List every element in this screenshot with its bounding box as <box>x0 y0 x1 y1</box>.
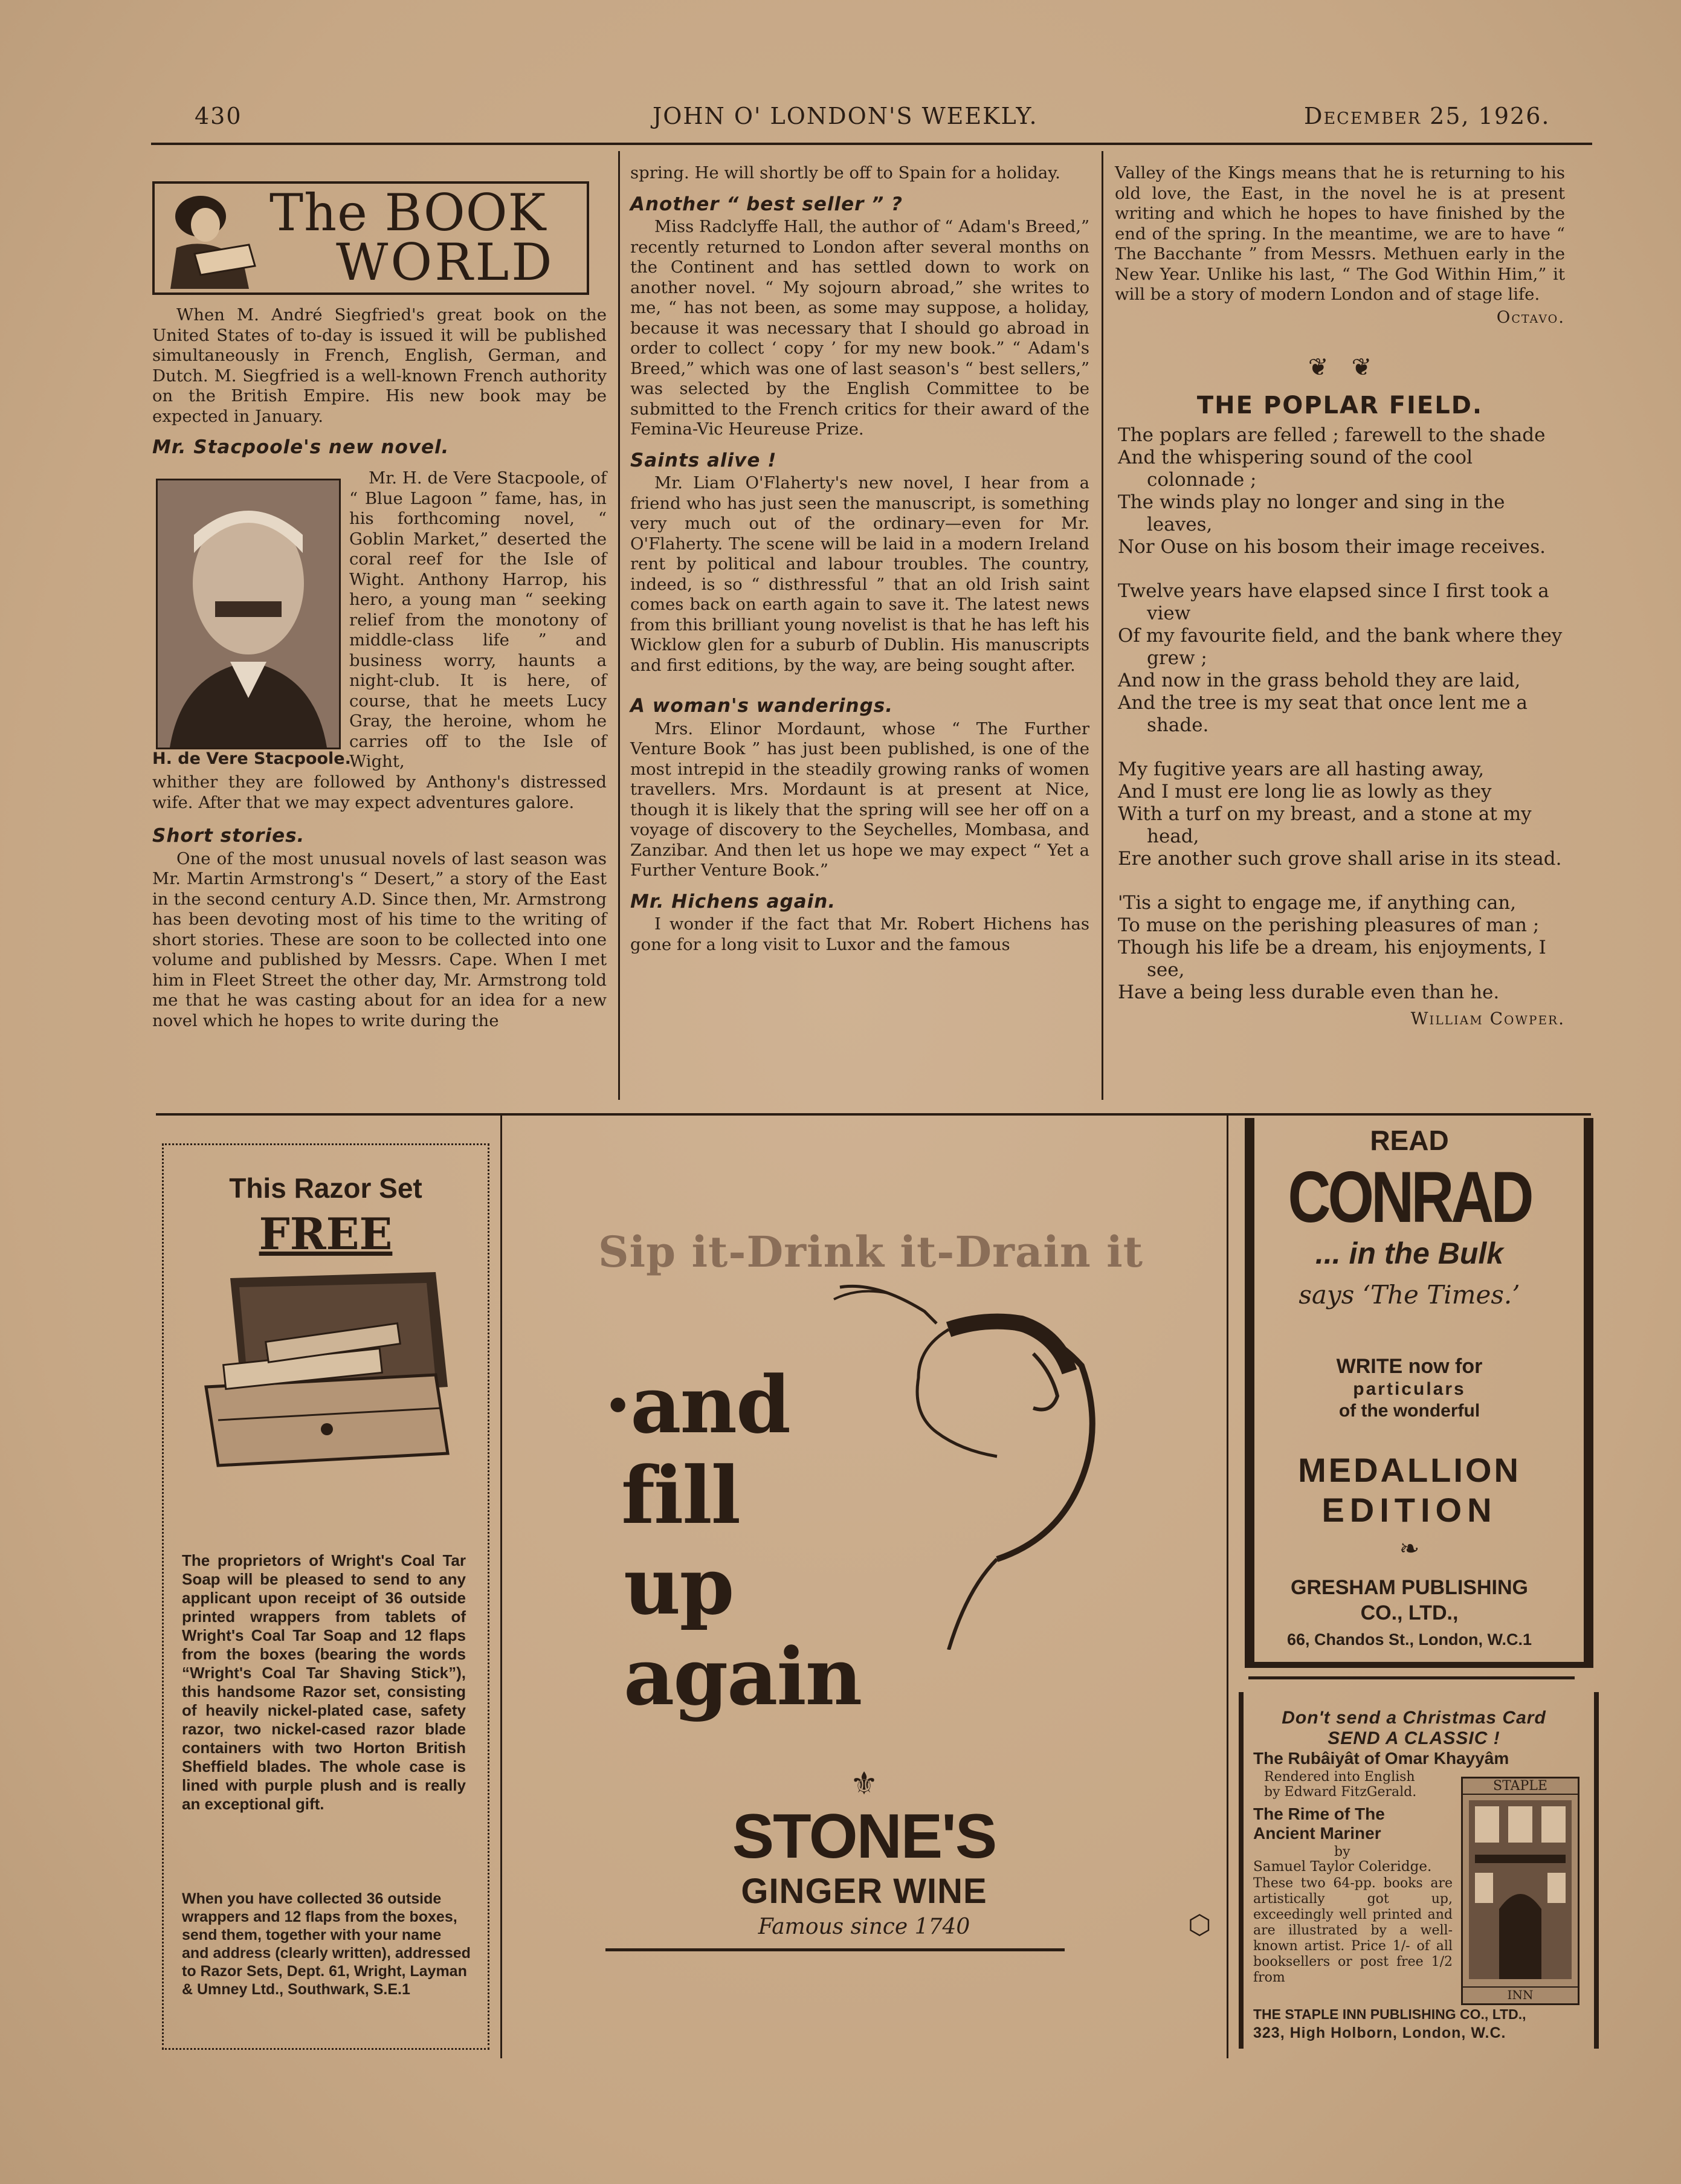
column-3 <box>1115 163 1565 328</box>
conrad-particulars: particulars <box>1353 1379 1466 1399</box>
saints-paragraph: Mr. Liam O'Flaherty's new novel, I hear from a friend who has just seen the manuscript, is something very much out of the ordinary—even for Mr. O'Flaherty. The scene will be laid in a modern Ireland rent by political and labour troubles. The country, indeed, is so “ disthressful ” that an old Irish saint comes back on earth again to save it. The latest news from this brilliant young novelist is that he has left his Wicklow glen for a suburb of Dublin. His manuscripts and first editions, by the way, are being sought after. <box>630 473 1089 675</box>
reading-woman-illustration <box>158 187 261 289</box>
poem-line: To muse on the perishing pleasures of man ; <box>1118 914 1540 936</box>
author-photo <box>156 479 341 749</box>
poem-stanza <box>1118 424 1565 558</box>
drinking-man-illustration <box>767 1275 1106 1650</box>
poem-line: With a turf on my breast, and a stone at my head, <box>1118 803 1532 847</box>
photo-caption: H. de Vere Stacpoole. <box>152 749 351 768</box>
intro-paragraph: When M. André Siegfried's great book on the United States of to-day is issued it will be published simultaneously in French, English, German, and Dutch. M. Siegfried is a well-known French authority on the British Empire. His new book may be expected in January. <box>152 305 607 426</box>
conrad-wonderful: of the wonderful <box>1338 1401 1480 1421</box>
conrad-name: CONRAD <box>1288 1157 1531 1238</box>
product-name: GINGER WINE <box>741 1872 987 1911</box>
stacpoole-continued: whither they are followed by Anthony's distressed wife. After that we may expect adventures galore. <box>152 772 607 812</box>
razor-case-illustration <box>182 1266 466 1472</box>
wanderings-paragraph: Mrs. Elinor Mordaunt, whose “ The Further Venture Book ” has just been published, is one of the most intrepid in the steadily growing ranks of women travellers. Mrs. Mordaunt is at present at Nice, though it is likely that the spring will see her off on a voyage of discovery to the Seychelles, Mombasa, and Zanzibar. And then let us hope we may expect “ Yet a Further Venture Book.” <box>630 719 1089 880</box>
poem-author: William Cowper. <box>1410 1009 1565 1029</box>
book-title-1: The Rubâiyât of Omar Khayyâm <box>1253 1749 1509 1768</box>
stacpoole-paragraph: Mr. H. de Vere Stacpoole, of “ Blue Lagoon ” fame, has, in his forthcoming novel, “ Goblin Market,” deserted the coral reef for the Isle of Wight. Anthony Harrop, his hero, a young man “ seeking relief from the monotony of middle-class life ” and business worry, haunts a night-club. It is here, of course, that he meets Lucy Gray, the heroine, whom he carries off to the Isle of Wight, <box>349 468 607 771</box>
poem-line: Have a being less durable even than he. <box>1118 981 1500 1003</box>
masthead-line-2: WORLD <box>336 233 555 292</box>
publisher-address: 66, Chandos St., London, W.C.1 <box>1286 1630 1532 1649</box>
header-rule <box>151 143 1592 145</box>
poem-stanza <box>1118 892 1565 1004</box>
hexagon-mark: ⬡ <box>1188 1910 1212 1940</box>
column-3-lead: Valley of the Kings means that he is returning to his old love, the East, in the novel he is at present writing and which he hopes to have finished by the end of the spring. In the meantime, we are to have “ The Bacchante ” from Messrs. Methuen early in the New Year. Unlike his last, “ The God Within Him,” it will be a story of modern London and of stage life. <box>1115 163 1565 304</box>
advertisement-rule <box>156 1113 1591 1116</box>
fleuron-ornament: ❦ ❦ <box>1308 354 1372 381</box>
columnist-signature: Octavo. <box>1496 307 1565 327</box>
brand-name: STONE'S <box>732 1801 996 1872</box>
ad-divider <box>500 1116 502 2058</box>
razor-instructions: When you have collected 36 outside wrappers and 12 flaps from the boxes, send them, together with your name and address (clearly written), addressed to Razor Sets, Dept. 61, Wright, Layman & Umney Ltd., Southwark, S.E.1 <box>182 1890 471 1998</box>
masthead-line-1: The BOOK <box>269 183 547 242</box>
publisher-co: CO., LTD., <box>1360 1601 1459 1624</box>
ad-line-up: up <box>624 1540 734 1632</box>
poem-line: And I must ere long lie as lowly as they <box>1118 781 1492 803</box>
poem-line: Ere another such grove shall arise in its stead. <box>1118 848 1562 870</box>
stones-ginger-wine-advertisement <box>514 1124 1215 2055</box>
conrad-bulk: ... in the Bulk <box>1315 1236 1504 1270</box>
poem-line: And the whispering sound of the cool colonnade ; <box>1118 447 1473 491</box>
publisher-name: GRESHAM PUBLISHING <box>1291 1576 1528 1599</box>
short-stories-paragraph: One of the most unusual novels of last season was Mr. Martin Armstrong's “ Desert,” a story of the East in the second century A.D. Since then, Mr. Armstrong has been devoting most of his time to the writing of short stories. These are soon to be collected into one volume and published by Messrs. Cape. When I met him in Fleet Street the other day, Mr. Armstrong told me that he was casting about for an idea for a new novel which he hopes to write during the <box>152 848 607 1030</box>
poem-stanza <box>1118 580 1565 737</box>
razor-set-advertisement <box>162 1143 489 2050</box>
book-world-masthead <box>152 181 589 295</box>
brand-crest: ⚜ <box>850 1766 879 1802</box>
sign-top: STAPLE <box>1463 1779 1578 1795</box>
since-line: Famous since 1740 <box>758 1914 970 1939</box>
book-2-by: by <box>1334 1844 1350 1859</box>
razor-free: FREE <box>259 1208 393 1259</box>
column-2-lead: spring. He will shortly be off to Spain for a holiday. <box>630 163 1060 183</box>
staple-publisher: THE STAPLE INN PUBLISHING CO., LTD., <box>1253 2006 1526 2022</box>
ad-line-again: again <box>624 1630 862 1723</box>
issue-date: December 25, 1926. <box>1304 103 1550 129</box>
portrait-illustration <box>158 480 339 748</box>
ad-underline <box>605 1948 1065 1951</box>
razor-offer-text: The proprietors of Wright's Coal Tar Soap will be pleased to send to any applicant upon receipt of 36 outside printed wrappers from tablets of Wright's Coal Tar Soap and 12 flaps from the boxes (bearing the words “Wright's Coal Tar Shaving Stick”), this handsome Razor set, consisting of heavily nickel-plated case, safety razor, two nickel-cased razor blade containers with two Horton British Sheffield blades. The whole case is lined with purple plush and is really an exceptional gift. <box>182 1551 466 1813</box>
column-1 <box>152 305 607 460</box>
staple-inn-advertisement <box>1239 1692 1599 2049</box>
poem-stanza <box>1118 758 1565 870</box>
column-divider <box>618 151 620 1100</box>
ad-line-and: ·and <box>604 1359 790 1451</box>
staple-inn-illustration <box>1461 1777 1579 2005</box>
poem-line: Of my favourite field, and the bank where they grew ; <box>1118 625 1563 669</box>
poem-line: Though his life be a dream, his enjoyments, I see, <box>1118 937 1546 981</box>
section-title: A woman's wanderings. <box>630 695 893 717</box>
ad-divider <box>1227 1116 1228 2058</box>
page-number: 430 <box>195 103 242 129</box>
edition-name-1: MEDALLION <box>1298 1451 1521 1489</box>
conrad-read: READ <box>1370 1125 1449 1156</box>
christmas-line: Don't send a Christmas Card <box>1282 1708 1546 1728</box>
publication-title: JOHN O' LONDON'S WEEKLY. <box>653 103 1038 129</box>
ad-tagline: Sip it-Drink it-Drain it <box>598 1227 1144 1277</box>
book-2-author: Samuel Taylor Coleridge. <box>1253 1859 1432 1875</box>
section-title: Mr. Stacpoole's new novel. <box>152 436 450 458</box>
poem-line: And now in the grass behold they are laid, <box>1118 670 1521 691</box>
leaf-ornament: ❧ <box>1399 1535 1420 1563</box>
conrad-advertisement <box>1245 1118 1593 1668</box>
books-description: These two 64-pp. books are artistically got up, exceedingly well printed and are illustrated by a well-known artist. Price 1/- of all booksellers or post free 1/2 from <box>1253 1876 1453 1985</box>
book-title-2b: Ancient Mariner <box>1253 1824 1381 1843</box>
ad-separator <box>1248 1676 1575 1679</box>
poem-line: Nor Ouse on his bosom their image receives. <box>1118 536 1546 558</box>
classic-line: SEND A CLASSIC ! <box>1328 1728 1500 1748</box>
ad-line-fill: fill <box>621 1449 740 1542</box>
section-title: Another “ best seller ” ? <box>630 193 903 215</box>
book-1-translation: Rendered into English <box>1264 1769 1415 1785</box>
poem-line: And the tree is my seat that once lent me a shade. <box>1118 692 1528 736</box>
building-drawing <box>1463 1794 1578 1985</box>
column-divider <box>1102 151 1103 1100</box>
column-1-continued <box>152 772 607 1031</box>
edition-name-2: EDITION <box>1321 1491 1497 1529</box>
staple-address: 323, High Holborn, London, W.C. <box>1253 2024 1506 2041</box>
column-2 <box>630 163 1089 955</box>
sign-bottom: INN <box>1463 1986 1578 2002</box>
razor-headline: This Razor Set <box>229 1172 422 1204</box>
conrad-times: says ‘The Times.’ <box>1299 1280 1520 1310</box>
hichens-paragraph: I wonder if the fact that Mr. Robert Hichens has gone for a long visit to Luxor and the famous <box>630 914 1089 954</box>
poem-line: 'Tis a sight to engage me, if anything can, <box>1118 892 1517 914</box>
poem-line: My fugitive years are all hasting away, <box>1118 758 1485 780</box>
poem-line: The winds play no longer and sing in the leaves, <box>1118 491 1505 535</box>
poem-line: The poplars are felled ; farewell to the shade <box>1118 424 1546 446</box>
book-title-2a: The Rime of The <box>1253 1804 1385 1823</box>
section-title: Short stories. <box>152 825 305 847</box>
section-title: Saints alive ! <box>630 449 777 471</box>
poem-title: THE POPLAR FIELD. <box>1196 392 1483 419</box>
section-title: Mr. Hichens again. <box>630 890 836 913</box>
book-1-translator: by Edward FitzGerald. <box>1264 1785 1417 1800</box>
poem-line: Twelve years have elapsed since I first took a view <box>1118 580 1549 624</box>
poem-body <box>1118 424 1565 1030</box>
best-seller-paragraph: Miss Radclyffe Hall, the author of “ Adam's Breed,” recently returned to London after several months on the Continent and has settled down to work on another novel. “ My sojourn abroad,” she writes to me, “ has not been, as some may suppose, a holiday, because it was necessary that I should go abroad in order to collect ‘ copy ’ for my new book.” “ Adam's Breed,” which was one of last season's “ best sellers,” was selected by the English Committee to be submitted to the French critics for their award of the Femina-Vic Heureuse Prize. <box>630 217 1089 439</box>
conrad-write: WRITE now for <box>1336 1355 1483 1378</box>
